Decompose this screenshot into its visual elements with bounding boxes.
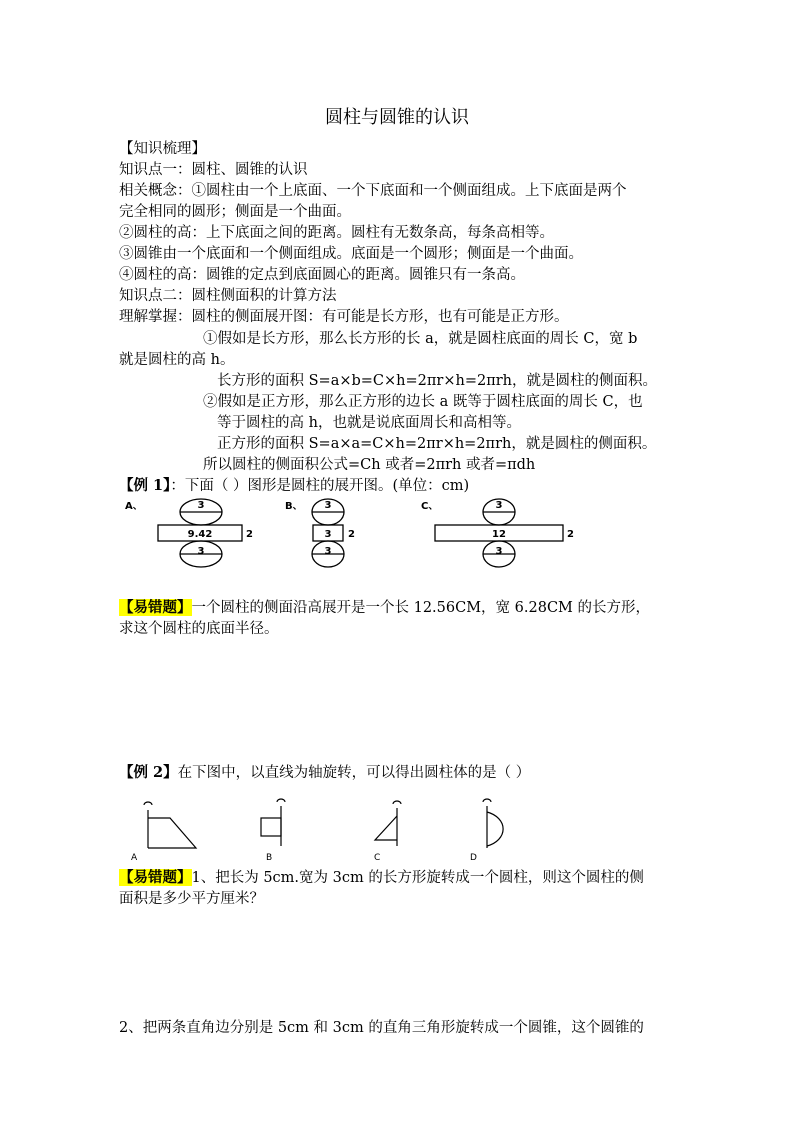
knowledge-point-1: 知识点一：圆柱、圆锥的认识 [119, 162, 308, 178]
example-1-label: 【例 1】 [119, 477, 171, 494]
figure-c-bottom-label: 3 [495, 546, 503, 557]
section-heading-knowledge: 【知识梳理】 [119, 141, 206, 157]
square-area-formula: 正方形的面积 S=a×a=C×h=2πr×h=2πrh，就是圆柱的侧面积。 [217, 436, 657, 452]
mistake-2-question-2: 2、把两条直角边分别是 5cm 和 3cm 的直角三角形旋转成一个圆锥，这个圆锥的 [119, 1020, 644, 1036]
figure-a-bottom-label: 3 [197, 546, 205, 557]
mistake-2-line-2: 面积是多少平方厘米？ [119, 891, 264, 907]
mistake-1-line-2: 求这个圆柱的底面半径。 [119, 621, 279, 637]
figure-c-top-label: 3 [495, 500, 503, 511]
lateral-area-formula: 所以圆柱的侧面积公式=Ch 或者=2πrh 或者=πdh [203, 457, 536, 473]
rectangle-case-line-1: ①假如是长方形，那么长方形的长 a，就是圆柱底面的周长 C，宽 b [203, 331, 638, 347]
concept-line-4: ③圆锥由一个底面和一个侧面组成。底面是一个圆形；侧面是一个曲面。 [119, 246, 583, 262]
figure-c-letter: C、 [421, 501, 439, 512]
example-2-label: 【例 2】 [119, 764, 178, 781]
concept-line-3: ②圆柱的高：上下底面之间的距离。圆柱有无数条高，每条高相等。 [119, 225, 554, 241]
example-1-figures [0, 495, 794, 575]
example-2-text: 在下图中，以直线为轴旋转，可以得出圆柱体的是（ ） [177, 765, 531, 781]
option-a-label: A [131, 853, 138, 863]
figure-c-side-label: 2 [567, 529, 574, 540]
figure-b-bottom-label: 3 [324, 546, 332, 557]
mistake-1-line-1 [119, 598, 650, 618]
mistake-2-label: 【易错题】 [119, 869, 192, 886]
example-2-question [119, 763, 530, 783]
figure-b-top-label: 3 [324, 500, 332, 511]
example-1-text: ：下面（ ）图形是圆柱的展开图。(单位：cm) [170, 478, 470, 494]
mistake-1-text-1: 一个圆柱的侧面沿高展开是一个长 12.56CM，宽 6.28CM 的长方形， [191, 600, 651, 616]
knowledge-point-2: 知识点二：圆柱侧面积的计算方法 [119, 288, 337, 304]
figure-b-side-label: 2 [348, 529, 355, 540]
option-d-label: D [470, 853, 477, 863]
figure-b-rect-label: 3 [324, 529, 332, 540]
figure-b-letter: B、 [285, 501, 303, 512]
figure-a-side-label: 2 [246, 529, 253, 540]
figure-a-top-label: 3 [197, 500, 205, 511]
concept-line-5: ④圆柱的高：圆锥的定点到底面圆心的距离。圆锥只有一条高。 [119, 267, 525, 283]
square-case-line-1: ②假如是正方形，那么正方形的边长 a 既等于圆柱底面的周长 C，也 [203, 394, 643, 410]
understanding-line: 理解掌握：圆柱的侧面展开图：有可能是长方形，也有可能是正方形。 [119, 309, 569, 325]
rectangle-case-line-2: 就是圆柱的高 h。 [119, 352, 235, 368]
mistake-1-label: 【易错题】 [119, 599, 192, 616]
rectangle-area-formula: 长方形的面积 S=a×b=C×h=2πr×h=2πrh，就是圆柱的侧面积。 [217, 373, 657, 389]
option-b-label: B [266, 853, 273, 863]
page-title: 圆柱与圆锥的认识 [325, 107, 469, 128]
figure-c-rect-label: 12 [492, 529, 506, 540]
example-1-question [119, 476, 469, 496]
concept-line-1: 相关概念：①圆柱由一个上底面、一个下底面和一个侧面组成。上下底面是两个 [119, 183, 627, 199]
concept-line-2: 完全相同的圆形；侧面是一个曲面。 [119, 204, 351, 220]
option-c-label: C [374, 853, 381, 863]
figure-a-letter: A、 [125, 501, 143, 512]
figure-a-rect-label: 9.42 [187, 529, 213, 540]
square-case-line-2: 等于圆柱的高 h，也就是说底面周长和高相等。 [217, 415, 521, 431]
mistake-2-line-1 [119, 868, 644, 888]
mistake-2-text-1: 1、把长为 5cm.宽为 3cm 的长方形旋转成一个圆柱，则这个圆柱的侧 [191, 870, 644, 886]
example-2-figures [0, 796, 794, 866]
